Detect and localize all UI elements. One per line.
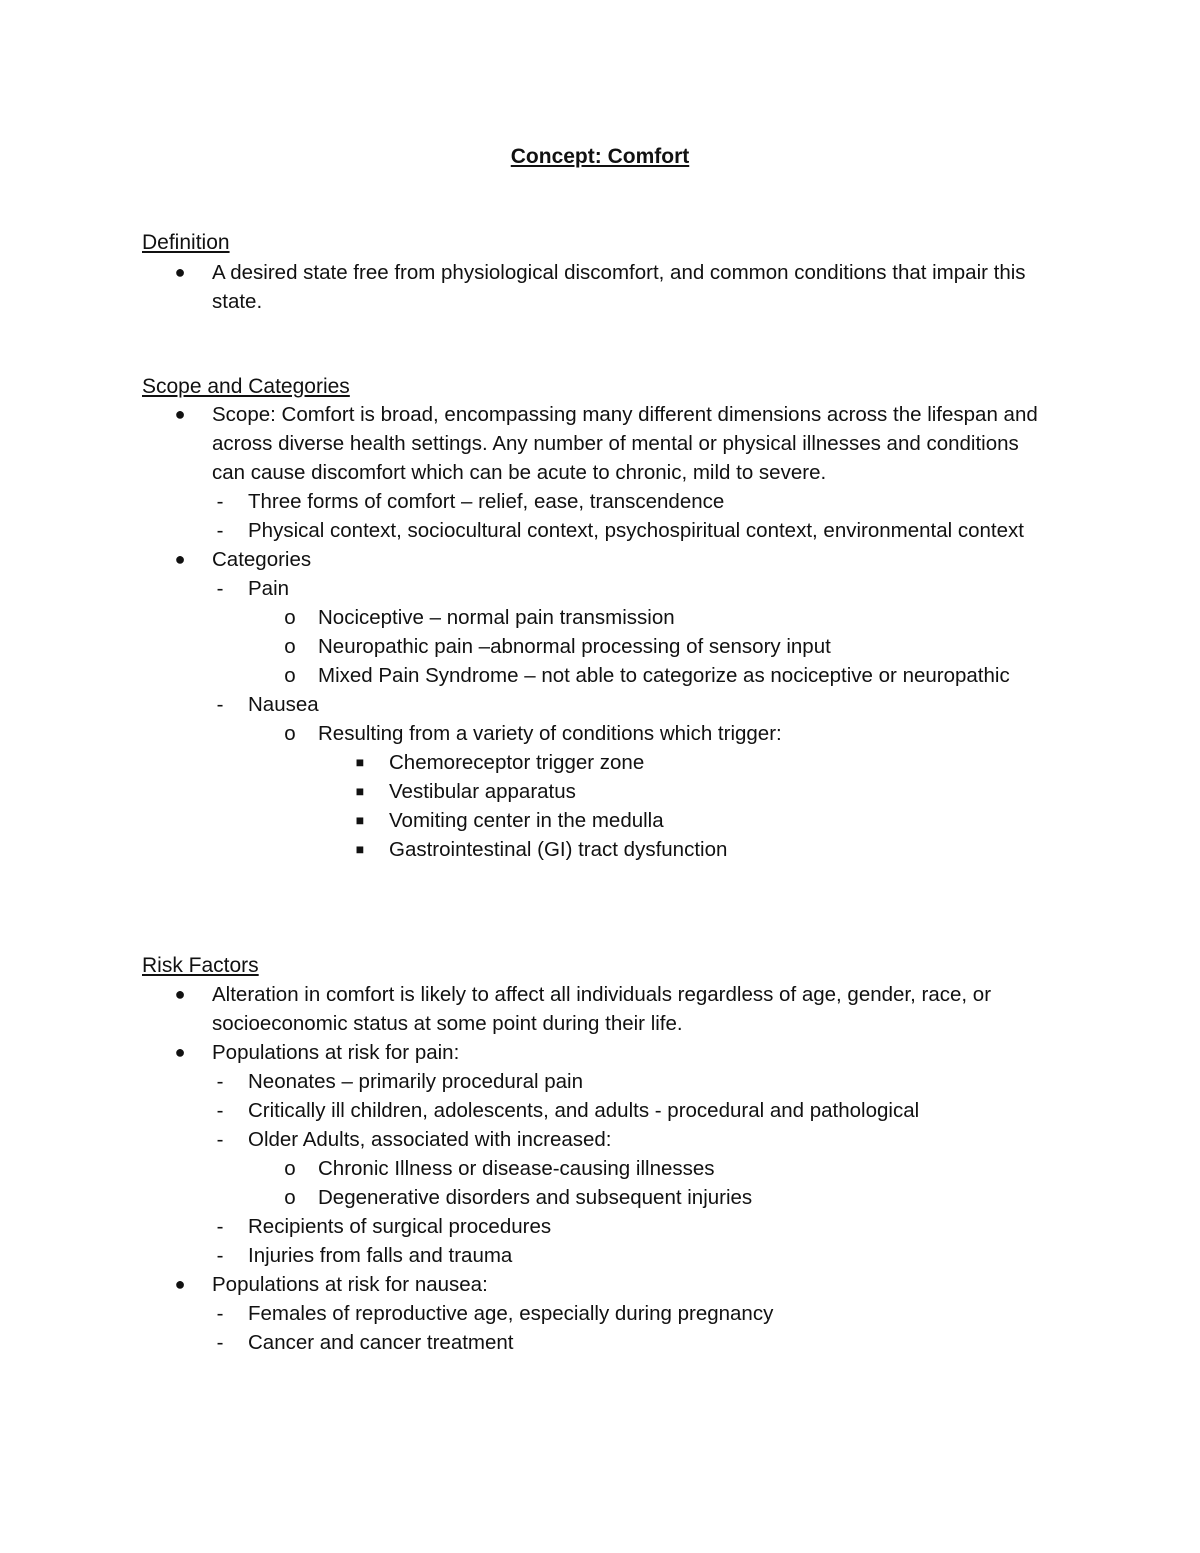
- list-item: [0, 574, 1048, 603]
- definition-list: [0, 258, 1200, 316]
- square-bullet-icon: ■: [355, 783, 365, 799]
- dash-icon: -: [216, 693, 224, 716]
- pain-label: Pain: [248, 577, 290, 600]
- risk-list: [0, 980, 1200, 1357]
- list-item: [0, 690, 1048, 719]
- list-item: [0, 545, 1052, 574]
- list-item: [0, 603, 1058, 632]
- scope-heading: Scope and Categories: [142, 375, 350, 398]
- risk-nausea-label: Populations at risk for nausea:: [212, 1273, 488, 1296]
- pain-type: Nociceptive – normal pain transmission: [318, 606, 675, 629]
- circle-bullet-icon: o: [284, 1157, 296, 1180]
- list-item: [0, 1241, 1048, 1270]
- circle-bullet-icon: o: [284, 635, 296, 658]
- categories-label: Categories: [212, 548, 312, 571]
- circle-bullet-icon: o: [284, 1186, 296, 1209]
- bullet-icon: ●: [174, 549, 186, 569]
- square-bullet-icon: ■: [355, 841, 365, 857]
- risk-pain-label: Populations at risk for pain:: [212, 1041, 460, 1064]
- dash-icon: -: [216, 1128, 224, 1151]
- risk-heading: Risk Factors: [142, 954, 259, 977]
- bullet-icon: ●: [174, 404, 186, 424]
- nausea-trigger: Vomiting center in the medulla: [389, 809, 664, 832]
- nausea-population: Cancer and cancer treatment: [248, 1331, 514, 1354]
- list-item: [0, 1067, 1048, 1096]
- dash-icon: -: [216, 577, 224, 600]
- definition-heading: Definition: [142, 231, 230, 254]
- pain-type: Neuropathic pain –abnormal processing of sensory input: [318, 635, 831, 658]
- circle-bullet-icon: o: [284, 722, 296, 745]
- pain-type: Mixed Pain Syndrome – not able to categorize as nociceptive or neuropathic: [318, 664, 1010, 687]
- dash-icon: -: [216, 519, 224, 542]
- bullet-icon: ●: [174, 984, 186, 1004]
- list-item: [0, 1038, 1052, 1067]
- list-item: [0, 258, 1052, 316]
- list-item: [0, 400, 1052, 487]
- list-item: [0, 1328, 1048, 1357]
- list-item: [0, 632, 1058, 661]
- dash-icon: -: [216, 1244, 224, 1267]
- list-item: [0, 1299, 1048, 1328]
- square-bullet-icon: ■: [355, 812, 365, 828]
- list-item: [0, 1212, 1048, 1241]
- pain-population: Neonates – primarily procedural pain: [248, 1070, 584, 1093]
- list-item: [0, 835, 1049, 864]
- nausea-trigger: Gastrointestinal (GI) tract dysfunction: [389, 838, 728, 861]
- list-item: [0, 777, 1049, 806]
- dash-icon: -: [216, 1302, 224, 1325]
- nausea-population: Females of reproductive age, especially during pregnancy: [248, 1302, 774, 1325]
- dash-icon: -: [216, 1331, 224, 1354]
- scope-sub-item: Three forms of comfort – relief, ease, transcendence: [248, 490, 725, 513]
- square-bullet-icon: ■: [355, 754, 365, 770]
- page-title: Concept: Comfort: [510, 145, 690, 168]
- older-adult-item: Degenerative disorders and subsequent injuries: [318, 1186, 753, 1209]
- list-item: [0, 1125, 1048, 1154]
- bullet-icon: ●: [174, 262, 186, 282]
- older-adult-item: Chronic Illness or disease-causing illnesses: [318, 1157, 715, 1180]
- circle-bullet-icon: o: [284, 664, 296, 687]
- list-item: [0, 516, 1048, 545]
- dash-icon: -: [216, 1099, 224, 1122]
- list-item: [0, 487, 1048, 516]
- definition-text: A desired state free from physiological discomfort, and common conditions that impair this state.: [212, 261, 1026, 313]
- pain-population: Injuries from falls and trauma: [248, 1244, 513, 1267]
- list-item: [0, 1270, 1052, 1299]
- nausea-trigger: Vestibular apparatus: [389, 780, 576, 803]
- list-item: [0, 719, 1058, 748]
- pain-population: Critically ill children, adolescents, and adults - procedural and pathological: [248, 1099, 920, 1122]
- list-item: [0, 980, 1052, 1038]
- list-item: [0, 1183, 1058, 1212]
- list-item: [0, 748, 1049, 777]
- dash-icon: -: [216, 1215, 224, 1238]
- nausea-cause: Resulting from a variety of conditions which trigger:: [318, 722, 782, 745]
- pain-population: Recipients of surgical procedures: [248, 1215, 552, 1238]
- list-item: [0, 1096, 1048, 1125]
- list-item: [0, 661, 1058, 690]
- list-item: [0, 1154, 1058, 1183]
- scope-text: Scope: Comfort is broad, encompassing many different dimensions across the lifespan and across diverse health settings. Any number of mental or physical illnesses and conditions can cause discomfort which can be acute to chronic, mild to severe.: [212, 403, 1038, 484]
- pain-population: Older Adults, associated with increased:: [248, 1128, 612, 1151]
- bullet-icon: ●: [174, 1042, 186, 1062]
- list-item: [0, 806, 1049, 835]
- nausea-trigger: Chemoreceptor trigger zone: [389, 751, 645, 774]
- scope-list: [0, 400, 1200, 864]
- bullet-icon: ●: [174, 1274, 186, 1294]
- dash-icon: -: [216, 490, 224, 513]
- risk-general: Alteration in comfort is likely to affect all individuals regardless of age, gender, race, or socioeconomic status at some point during their life.: [212, 983, 992, 1035]
- nausea-label: Nausea: [248, 693, 319, 716]
- dash-icon: -: [216, 1070, 224, 1093]
- circle-bullet-icon: o: [284, 606, 296, 629]
- scope-sub-item: Physical context, sociocultural context, psychospiritual context, environmental context: [248, 519, 1024, 542]
